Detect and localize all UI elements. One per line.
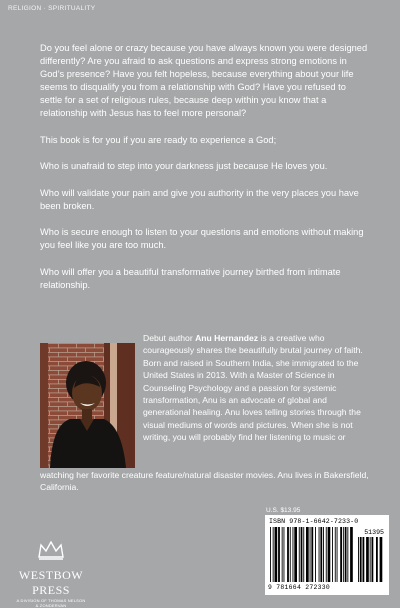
barcode-number: 9 781664 272330: [268, 584, 331, 591]
author-name: Anu Hernandez: [195, 333, 259, 343]
blurb-paragraph: Who will offer you a beautiful transformative journey birthed from intimate relationship.: [40, 266, 341, 290]
price-label: U.S. $13.95: [266, 507, 301, 514]
blurb-paragraph: Who will validate your pain and give you authority in the very places you have been broken.: [40, 187, 359, 211]
publisher-logo: [8, 541, 94, 608]
isbn-label: ISBN 978-1-6642-7233-0: [269, 518, 359, 525]
blurb-paragraph: Do you feel alone or crazy because you have always known you were designed differently? Are you afraid to ask questions and express strong emotions in God’s presence? Have you felt hopeless, because everything about your life seems to disqualify you from a relationship with God? Have you refused to settle for a set of religious rules, because deep within you know that a relationship with Jesus has to feel more personal?: [40, 43, 368, 118]
author-photo: [40, 343, 135, 468]
price-addon-code: 51395: [364, 529, 384, 536]
category-label: RELIGION · SPIRITUALITY: [8, 5, 96, 12]
barcode-icon: [268, 527, 386, 584]
publisher-name: WESTBOW PRESS: [18, 568, 84, 597]
publisher-division-2: & ZONDERVAN: [35, 603, 67, 608]
westbow-crown-logo-icon: [36, 541, 66, 561]
barcode-panel: [265, 515, 389, 595]
author-portrait: [40, 343, 135, 468]
back-cover-blurb: [40, 42, 370, 305]
author-bio: [143, 332, 373, 444]
author-bio-continued: watching her favorite creature feature/natural disaster movies. Anu lives in Bakersfield, California.: [40, 470, 369, 493]
publisher-division: A DIVISION OF THOMAS NELSON: [16, 598, 86, 603]
bio-prefix: Debut author: [143, 333, 196, 343]
blurb-paragraph: Who is unafraid to step into your darkness just because He loves you.: [40, 161, 328, 171]
bio-text: is a creative who courageously shares the beautifully brutal journey of faith. Born and raised in Southern India, she immigrated to the United States in 2013. With a Master of Science in Counseling Psychology and a passion for systemic transformation, Anu is an advocate of global and generational healing. Anu loves telling stories through the visual mediums of words and pictures. When she is not writing, you will probably find her listening to music or: [143, 333, 363, 443]
blurb-paragraph: Who is secure enough to listen to your questions and emotions without making you feel like you are too much.: [40, 227, 364, 250]
blurb-paragraph: This book is for you if you are ready to experience a God;: [40, 134, 277, 145]
